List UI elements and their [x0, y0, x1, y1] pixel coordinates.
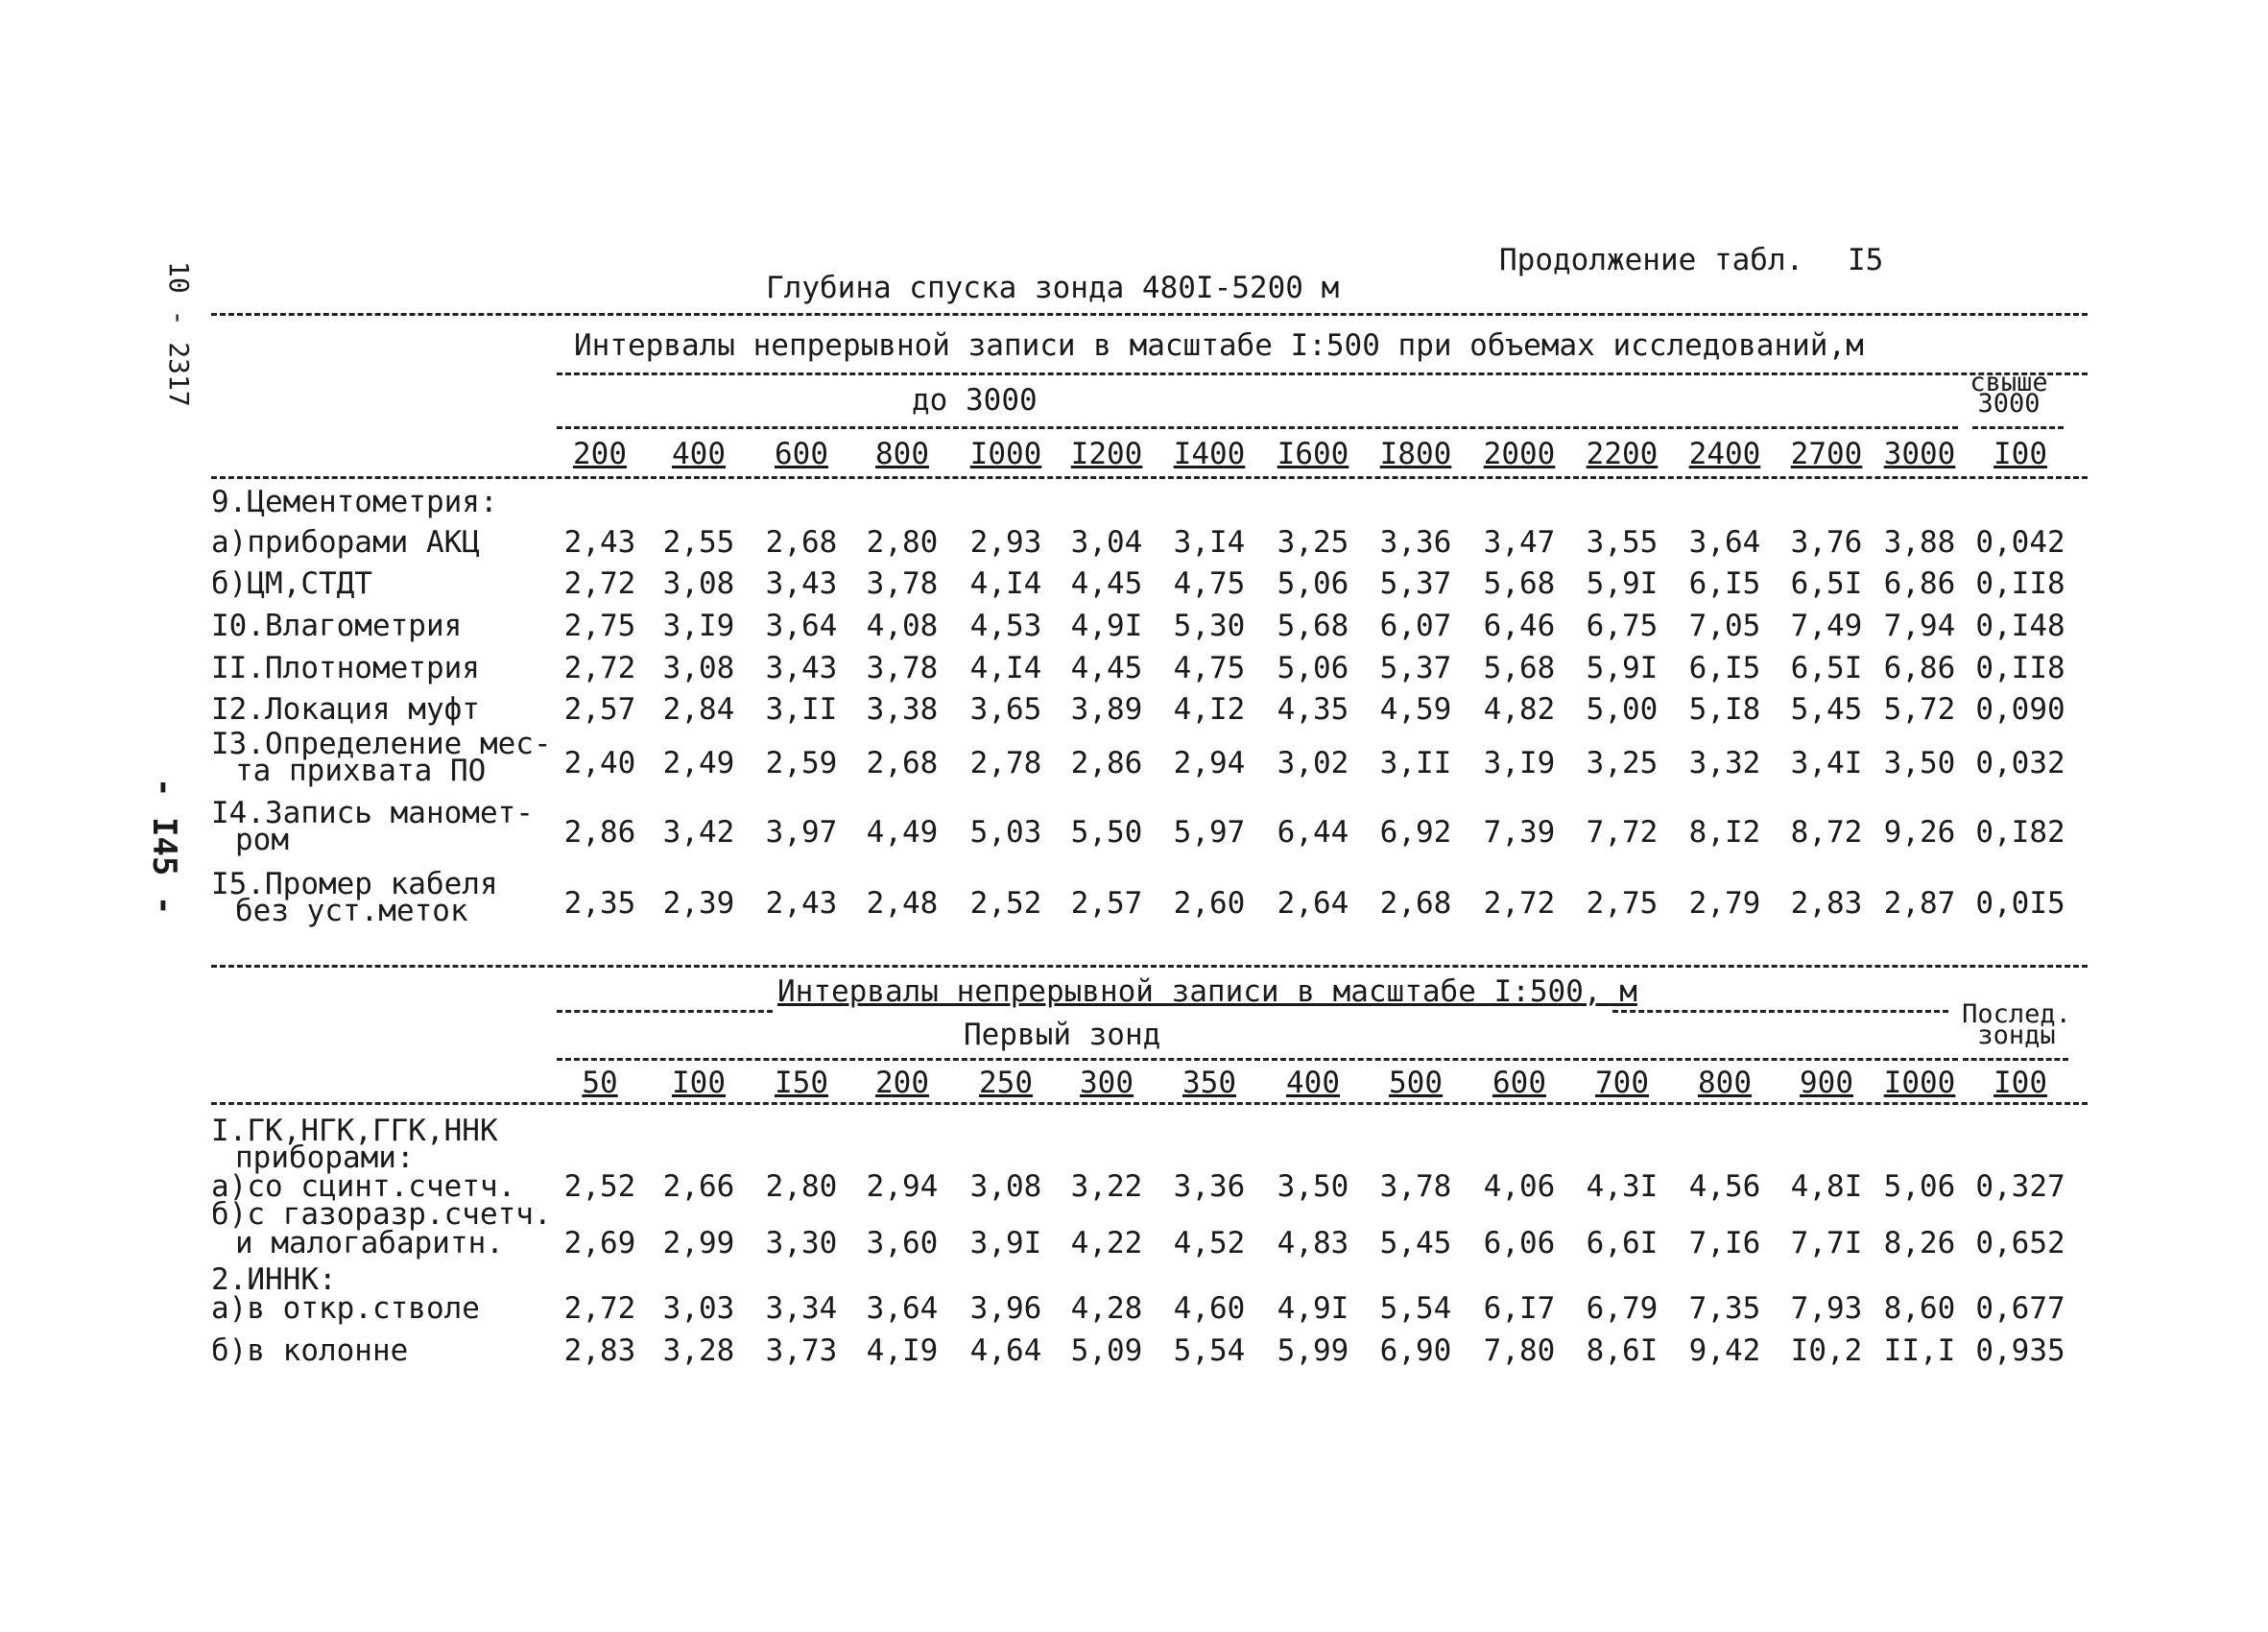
table2-col-header: 250 — [979, 1066, 1033, 1100]
table1-cell: 4,49 — [866, 815, 939, 850]
table1-group-right-rule — [1972, 426, 2064, 429]
table1-cell: 4,I2 — [1173, 692, 1246, 727]
table2-cell: 9,42 — [1688, 1333, 1761, 1368]
table1-cell: 4,I4 — [969, 651, 1042, 685]
table1-col-header: 2700 — [1790, 437, 1863, 471]
table1-cell: 0,II8 — [1975, 651, 2065, 685]
table1-cell: 2,68 — [765, 525, 838, 560]
table1-cell: 2,93 — [969, 525, 1042, 560]
table2-cell: 7,93 — [1790, 1291, 1863, 1326]
table1-cell: 4,9I — [1070, 609, 1143, 643]
table2-cell: 3,96 — [969, 1291, 1042, 1326]
table1-cell: 3,43 — [765, 566, 838, 601]
table2-cell: 4,64 — [969, 1333, 1042, 1368]
table2-cell: 4,I9 — [866, 1333, 939, 1368]
table2-cell: 2,83 — [563, 1333, 636, 1368]
table1-cell: 4,59 — [1379, 692, 1452, 727]
table1-col-header: 600 — [775, 437, 828, 471]
table1-cell: 5,06 — [1277, 566, 1349, 601]
table1-col-header: I400 — [1173, 437, 1246, 471]
table2-cell: 2,94 — [866, 1169, 939, 1204]
table1-cell: 3,08 — [662, 566, 735, 601]
table2-group-rule — [557, 1058, 1958, 1061]
table2-cell: 2,66 — [662, 1169, 735, 1204]
table2-cell: 6,I7 — [1483, 1291, 1556, 1326]
table2-cell: 3,73 — [765, 1333, 838, 1368]
table1-cell: 3,I9 — [1483, 746, 1556, 780]
table2-group-right-line1: Послед. — [1962, 999, 2071, 1029]
table2-cell: 0,652 — [1975, 1226, 2065, 1260]
table1-cell: 5,30 — [1173, 609, 1246, 643]
table1-cell: 2,72 — [563, 566, 636, 601]
table1-cell: 3,64 — [765, 609, 838, 643]
table1-cell: 2,75 — [1586, 886, 1659, 921]
table2-cell: 5,54 — [1173, 1333, 1246, 1368]
table1-cell: 3,50 — [1883, 746, 1956, 780]
table1-row-label: I2.Локация муфт — [211, 692, 480, 727]
table2-cell: 3,36 — [1173, 1169, 1246, 1204]
table2-caption-rule-left — [557, 1010, 773, 1013]
table1-cell: 3,38 — [866, 692, 939, 727]
table1-row-label: I3.Определение мес- — [211, 727, 552, 761]
table1-cell: 3,25 — [1277, 525, 1349, 560]
table1-cell: 2,78 — [969, 746, 1042, 780]
table1-cell: 2,79 — [1688, 886, 1761, 921]
table2-group-right-line2: зонды — [1977, 1020, 2056, 1050]
table1-cell: 3,42 — [662, 815, 735, 850]
table1-group-rule — [557, 426, 1958, 429]
table1-cell: 3,I4 — [1173, 525, 1246, 560]
table1-cell: 6,75 — [1586, 609, 1659, 643]
table1-row-label: а)приборами АКЦ — [211, 525, 480, 560]
table1-cell: 0,0I5 — [1975, 886, 2065, 921]
table1-col-header: 800 — [875, 437, 929, 471]
table1-row-label-cont: та прихвата ПО — [235, 754, 487, 788]
table2-cell: II,I — [1883, 1333, 1956, 1368]
table1-cell: 7,72 — [1586, 815, 1659, 850]
table2-cell: 7,80 — [1483, 1333, 1556, 1368]
table2-cell: 5,99 — [1277, 1333, 1349, 1368]
table2-col-header: 800 — [1698, 1066, 1752, 1100]
table1-cell: 3,II — [1379, 746, 1452, 780]
table1-cell: 2,94 — [1173, 746, 1246, 780]
table2-group-left: Первый зонд — [964, 1018, 1161, 1052]
table1-cell: 5,37 — [1379, 566, 1452, 601]
table1-cell: 6,86 — [1883, 566, 1956, 601]
table2-col-header: I50 — [775, 1066, 828, 1100]
table1-cell: 2,48 — [866, 886, 939, 921]
table1-cell: 6,I5 — [1688, 651, 1761, 685]
table1-row-label-cont: ром — [235, 823, 289, 857]
table2-col-header: 300 — [1080, 1066, 1134, 1100]
table1-cell: 3,08 — [662, 651, 735, 685]
table2-cell: 3,30 — [765, 1226, 838, 1260]
table2-cell: 2,72 — [563, 1291, 636, 1326]
table1-bottom-rule — [211, 965, 2088, 968]
table1-cell: 2,40 — [563, 746, 636, 780]
table1-cell: 6,92 — [1379, 815, 1452, 850]
table1-cell: 3,88 — [1883, 525, 1956, 560]
table2-cell: 3,08 — [969, 1169, 1042, 1204]
table1-cell: 0,032 — [1975, 746, 2065, 780]
table1-cell: 0,II8 — [1975, 566, 2065, 601]
table1-cell: 6,I5 — [1688, 566, 1761, 601]
table2-section2: 2.ИННК: — [211, 1262, 337, 1297]
table1-section-title: 9.Цементометрия: — [211, 485, 498, 519]
table1-cell: 3,65 — [969, 692, 1042, 727]
continuation-label: Продолжение табл. — [1499, 243, 1804, 277]
table2-cell: 4,60 — [1173, 1291, 1246, 1326]
table2-cell: 3,28 — [662, 1333, 735, 1368]
table1-col-header: I800 — [1379, 437, 1452, 471]
table2-cell: 4,22 — [1070, 1226, 1143, 1260]
table2-cell: 4,83 — [1277, 1226, 1349, 1260]
table1-cell: 8,I2 — [1688, 815, 1761, 850]
table2-col-header: 200 — [875, 1066, 929, 1100]
table2-section1-line1: I.ГК,НГК,ГГК,ННК — [211, 1114, 498, 1148]
table1-cell: 9,26 — [1883, 815, 1956, 850]
document-title: Глубина спуска зонда 480I-5200 м — [766, 271, 1340, 305]
table2-cell: 2,52 — [563, 1169, 636, 1204]
table1-group-right-line1: свыше — [1970, 368, 2048, 397]
table1-cell: 2,75 — [563, 609, 636, 643]
table2-cell: 5,54 — [1379, 1291, 1452, 1326]
table1-cell: 6,86 — [1883, 651, 1956, 685]
table1-row-label: II.Плотнометрия — [211, 651, 480, 685]
table2-cell: 3,50 — [1277, 1169, 1349, 1204]
table1-col-header: I000 — [969, 437, 1042, 471]
table2-cell: 5,06 — [1883, 1169, 1956, 1204]
table2-cell: 6,90 — [1379, 1333, 1452, 1368]
table1-cell: 3,I9 — [662, 609, 735, 643]
table1-cell: 6,46 — [1483, 609, 1556, 643]
table1-cell: 4,75 — [1173, 651, 1246, 685]
table1-cell: 5,00 — [1586, 692, 1659, 727]
table1-cell: 5,03 — [969, 815, 1042, 850]
table2-col-header: 600 — [1492, 1066, 1546, 1100]
table1-col-header: I200 — [1070, 437, 1143, 471]
table2-cell: 4,56 — [1688, 1169, 1761, 1204]
table1-cell: 2,43 — [765, 886, 838, 921]
table1-cell: 0,I48 — [1975, 609, 2065, 643]
table1-cell: 7,05 — [1688, 609, 1761, 643]
table2-cell: 8,60 — [1883, 1291, 1956, 1326]
table1-cell: 8,72 — [1790, 815, 1863, 850]
table1-row-label: I5.Промер кабеля — [211, 867, 498, 901]
table2-cell: 4,28 — [1070, 1291, 1143, 1326]
table2-col-header: 50 — [582, 1066, 618, 1100]
table1-cell: 5,68 — [1483, 566, 1556, 601]
side-document-code: 10 - 2317 — [163, 261, 195, 407]
table2-cell: I0,2 — [1790, 1333, 1863, 1368]
table2-cell: 4,52 — [1173, 1226, 1246, 1260]
table1-cell: 2,52 — [969, 886, 1042, 921]
table2-row-c-label: а)в откр.стволе — [211, 1291, 480, 1326]
table1-cell: 2,87 — [1883, 886, 1956, 921]
table1-cell: 5,72 — [1883, 692, 1956, 727]
table1-cell: 2,64 — [1277, 886, 1349, 921]
table2-col-header: 500 — [1389, 1066, 1443, 1100]
table2-col-header: 350 — [1182, 1066, 1236, 1100]
table2-row-a-label: а)со сцинт.счетч. — [211, 1169, 516, 1204]
table1-cell: 4,75 — [1173, 566, 1246, 601]
table1-cell: 5,68 — [1483, 651, 1556, 685]
table2-cell: 6,79 — [1586, 1291, 1659, 1326]
table1-cell: 2,60 — [1173, 886, 1246, 921]
table2-cell: 8,6I — [1586, 1333, 1659, 1368]
table2-cell: 0,677 — [1975, 1291, 2065, 1326]
table2-row-b-label-1: б)с газоразр.счетч. — [211, 1197, 552, 1232]
table1-cell: 2,68 — [866, 746, 939, 780]
table1-cell: 3,4I — [1790, 746, 1863, 780]
table1-top-rule — [211, 313, 2088, 316]
table1-cell: 5,06 — [1277, 651, 1349, 685]
table1-row-label: I0.Влагометрия — [211, 609, 463, 643]
table1-cell: 3,43 — [765, 651, 838, 685]
table2-cell: 4,06 — [1483, 1169, 1556, 1204]
table2-cell: 7,35 — [1688, 1291, 1761, 1326]
table1-cell: 3,25 — [1586, 746, 1659, 780]
table1-cell: 6,5I — [1790, 651, 1863, 685]
table1-cell: 2,84 — [662, 692, 735, 727]
table1-col-header: 2000 — [1483, 437, 1556, 471]
table2-group-right-rule — [1963, 1058, 2068, 1061]
table2-col-header: I000 — [1883, 1066, 1956, 1100]
table2-caption: Интервалы непрерывной записи в масштабе I:500, м — [777, 974, 1637, 1009]
table2-cell: 3,22 — [1070, 1169, 1143, 1204]
table2-row-d-label: б)в колонне — [211, 1333, 409, 1368]
table1-cell: 3,36 — [1379, 525, 1452, 560]
table1-cell: 2,43 — [563, 525, 636, 560]
table2-cell: 5,09 — [1070, 1333, 1143, 1368]
table2-col-header: 700 — [1595, 1066, 1649, 1100]
table1-cell: 3,II — [765, 692, 838, 727]
table1-cell: 4,I4 — [969, 566, 1042, 601]
table1-cell: 3,04 — [1070, 525, 1143, 560]
table2-section1-line2: приборами: — [235, 1140, 415, 1175]
table1-cell: 3,78 — [866, 566, 939, 601]
table1-cell: 6,5I — [1790, 566, 1863, 601]
table1-cell: 3,64 — [1688, 525, 1761, 560]
table1-cell: 4,53 — [969, 609, 1042, 643]
table1-cell: 2,59 — [765, 746, 838, 780]
table2-cell: 6,06 — [1483, 1226, 1556, 1260]
table1-group-right-line2: 3000 — [1977, 389, 2041, 419]
table1-cell: 5,68 — [1277, 609, 1349, 643]
table1-cell: 5,I8 — [1688, 692, 1761, 727]
table1-cell: 2,86 — [1070, 746, 1143, 780]
table1-cell: 7,39 — [1483, 815, 1556, 850]
table1-cell: 2,57 — [563, 692, 636, 727]
table1-cell: 4,82 — [1483, 692, 1556, 727]
table2-caption-rule-right — [1612, 1010, 1948, 1013]
table2-cell: 4,9I — [1277, 1291, 1349, 1326]
table2-group-right — [1954, 999, 2079, 1050]
table1-col-header: I600 — [1277, 437, 1349, 471]
table1-cell: 3,47 — [1483, 525, 1556, 560]
table2-cell: 3,03 — [662, 1291, 735, 1326]
table2-row-b-label-2: и малогабаритн. — [235, 1226, 504, 1260]
table1-cell: 2,72 — [1483, 886, 1556, 921]
table1-cell: 3,55 — [1586, 525, 1659, 560]
table2-cell: 4,3I — [1586, 1169, 1659, 1204]
table2-cell: 7,I6 — [1688, 1226, 1761, 1260]
table1-cell: 3,02 — [1277, 746, 1349, 780]
table1-cell: 4,45 — [1070, 566, 1143, 601]
table1-cell: 5,97 — [1173, 815, 1246, 850]
table1-cell: 6,44 — [1277, 815, 1349, 850]
table1-col-header: I00 — [1993, 437, 2047, 471]
table1-cell: 3,97 — [765, 815, 838, 850]
table1-cell: 0,I82 — [1975, 815, 2065, 850]
table1-cell: 5,50 — [1070, 815, 1143, 850]
table2-col-header: I00 — [1993, 1066, 2047, 1100]
table1-cell: 0,090 — [1975, 692, 2065, 727]
table1-cell: 3,32 — [1688, 746, 1761, 780]
table1-col-header: 400 — [672, 437, 726, 471]
table1-cell: 6,07 — [1379, 609, 1452, 643]
table1-cell: 2,83 — [1790, 886, 1863, 921]
table2-cell: 5,45 — [1379, 1226, 1452, 1260]
table1-cell: 5,37 — [1379, 651, 1452, 685]
table1-caption-rule — [557, 372, 2088, 375]
table2-header-bottom-rule — [211, 1102, 2088, 1105]
table1-cell: 7,94 — [1883, 609, 1956, 643]
table2-cell: 3,60 — [866, 1226, 939, 1260]
table1-group-right — [1966, 368, 2052, 419]
table1-cell: 2,35 — [563, 886, 636, 921]
table1-col-header: 200 — [573, 437, 627, 471]
table1-cell: 2,49 — [662, 746, 735, 780]
table1-row-label-cont: без уст.меток — [235, 894, 468, 928]
table1-cell: 2,39 — [662, 886, 735, 921]
table2-cell: 6,6I — [1586, 1226, 1659, 1260]
table1-cell: 4,08 — [866, 609, 939, 643]
table1-cell: 7,49 — [1790, 609, 1863, 643]
table1-row-label: I4.Запись маномет- — [211, 796, 534, 830]
table2-cell: 3,9I — [969, 1226, 1042, 1260]
table1-cell: 3,76 — [1790, 525, 1863, 560]
table2-cell: 3,64 — [866, 1291, 939, 1326]
table2-col-header: 900 — [1800, 1066, 1853, 1100]
table1-cell: 2,72 — [563, 651, 636, 685]
table1-cell: 2,68 — [1379, 886, 1452, 921]
table1-cell: 2,86 — [563, 815, 636, 850]
table2-cell: 2,69 — [563, 1226, 636, 1260]
table1-col-header: 2400 — [1688, 437, 1761, 471]
table1-caption: Интервалы непрерывной записи в масштабе I:500 при объемах исследований,м — [574, 328, 1864, 363]
table1-cell: 4,35 — [1277, 692, 1349, 727]
table1-group-left: до 3000 — [912, 383, 1038, 418]
side-page-number: - I45 - — [145, 778, 183, 916]
table1-cell: 2,57 — [1070, 886, 1143, 921]
table2-cell: 3,34 — [765, 1291, 838, 1326]
table1-col-header: 3000 — [1883, 437, 1956, 471]
table1-cell: 5,9I — [1586, 566, 1659, 601]
table1-col-header: 2200 — [1586, 437, 1659, 471]
table1-header-bottom-rule — [211, 476, 2088, 479]
table2-cell: 4,8I — [1790, 1169, 1863, 1204]
table1-cell: 3,89 — [1070, 692, 1143, 727]
table2-cell: 0,935 — [1975, 1333, 2065, 1368]
table-number: I5 — [1848, 243, 1884, 277]
table1-cell: 3,78 — [866, 651, 939, 685]
table2-cell: 2,80 — [765, 1169, 838, 1204]
table2-cell: 7,7I — [1790, 1226, 1863, 1260]
table1-cell: 0,042 — [1975, 525, 2065, 560]
table1-cell: 2,55 — [662, 525, 735, 560]
table1-cell: 5,9I — [1586, 651, 1659, 685]
table1-cell: 4,45 — [1070, 651, 1143, 685]
table2-cell: 3,78 — [1379, 1169, 1452, 1204]
table2-col-header: 400 — [1286, 1066, 1340, 1100]
table2-cell: 8,26 — [1883, 1226, 1956, 1260]
table1-cell: 5,45 — [1790, 692, 1863, 727]
table1-row-label: б)ЦМ,СТДТ — [211, 566, 372, 601]
table2-cell: 0,327 — [1975, 1169, 2065, 1204]
table1-cell: 2,80 — [866, 525, 939, 560]
table2-col-header: I00 — [672, 1066, 726, 1100]
table2-cell: 2,99 — [662, 1226, 735, 1260]
